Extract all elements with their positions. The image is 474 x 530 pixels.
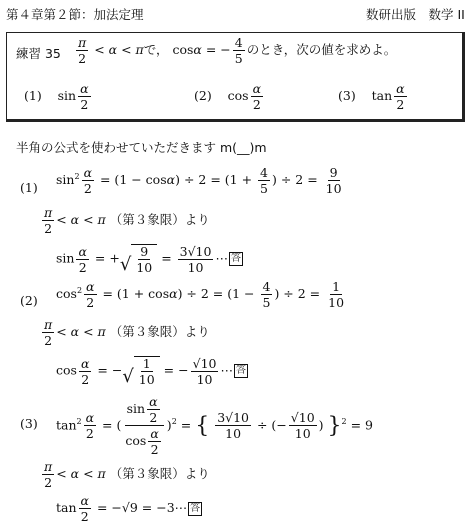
solution-1-label: (1) — [20, 180, 38, 195]
problem-item-1: (1) sin $\frac{\alpha}{2}$ — [24, 81, 89, 113]
solution-2-label: (2) — [20, 293, 38, 308]
solution-2-condition: $\frac{\pi}{2}$ < α < π （第３象限）より — [44, 317, 210, 349]
problem-item-2: (2) cos $\frac{\alpha}{2}$ — [194, 81, 262, 113]
intro-text: 半角の公式を使わせていただきます m(__)m — [16, 140, 267, 155]
quadrant-note: （第３象限）より — [109, 466, 210, 482]
condition-tail: のとき，次の値を求めよ。 — [246, 42, 397, 58]
answer-mark: 答 — [230, 253, 241, 265]
condition-connector: で， — [143, 42, 169, 58]
item-number: (1) — [24, 88, 42, 104]
solution-2-eq1: $\cos^2$ $\frac{\alpha}{2}$ = (1 + cosα) ÷ 2 = (1 − $\frac{4}{5}$ ) ÷ 2 = $\frac{1}{10}$ — [56, 279, 345, 311]
solution-3-result: tan $\frac{\alpha}{2}$ = −√9 = −3⋯ 答 — [56, 493, 201, 525]
solution-3-condition: $\frac{\pi}{2}$ < α < π （第３象限）より — [44, 459, 210, 491]
chapter-title: 第４章第２節：加法定理 — [6, 7, 144, 22]
solution-3-label: (3) — [20, 416, 38, 431]
exercise-label: 練習 35 — [16, 46, 61, 61]
solution-2-result: cos $\frac{\alpha}{2}$ = − √ $\frac{1}{10}$ = − $\frac{√10}{10}$ ⋯ 答 — [56, 355, 246, 388]
quadrant-note: （第３象限）より — [109, 324, 210, 340]
problem-item-3: (3) tan $\frac{\alpha}{2}$ — [338, 81, 405, 113]
quadrant-note: （第３象限）より — [109, 212, 210, 228]
answer-mark: 答 — [235, 365, 246, 377]
solution-1-eq1: $\sin^2$ $\frac{\alpha}{2}$ = (1 − cosα) ÷ 2 = (1 + $\frac{4}{5}$ ) ÷ 2 = $\frac{9}{10}$ — [56, 165, 342, 197]
item-number: (2) — [194, 88, 212, 104]
item-number: (3) — [338, 88, 356, 104]
publisher-label: 数研出版 数学 II — [366, 7, 465, 22]
answer-mark: 答 — [190, 502, 201, 514]
solution-3-eq1: $\tan^2$ $\frac{\alpha}{2}$ = ( sin $\frac{\alpha}{2}$ cos $\frac{\alpha}{2}$ )$^2$ = { $\frac{3√10}{10}$ ÷ (− $\frac{√10}{10}$ ) }$^2$ = 9 — [56, 394, 373, 458]
solution-1-condition: $\frac{\pi}{2}$ < α < π （第３象限）より — [44, 205, 210, 237]
problem-condition: $\frac{\pi}{2}$ < α < πで， cosα = − $\frac{4}{5}$ のとき，次の値を求めよ。 — [78, 35, 397, 67]
solution-1-result: sin $\frac{\alpha}{2}$ = + √ $\frac{9}{10}$ = $\frac{3√10}{10}$ ⋯ 答 — [56, 243, 241, 276]
